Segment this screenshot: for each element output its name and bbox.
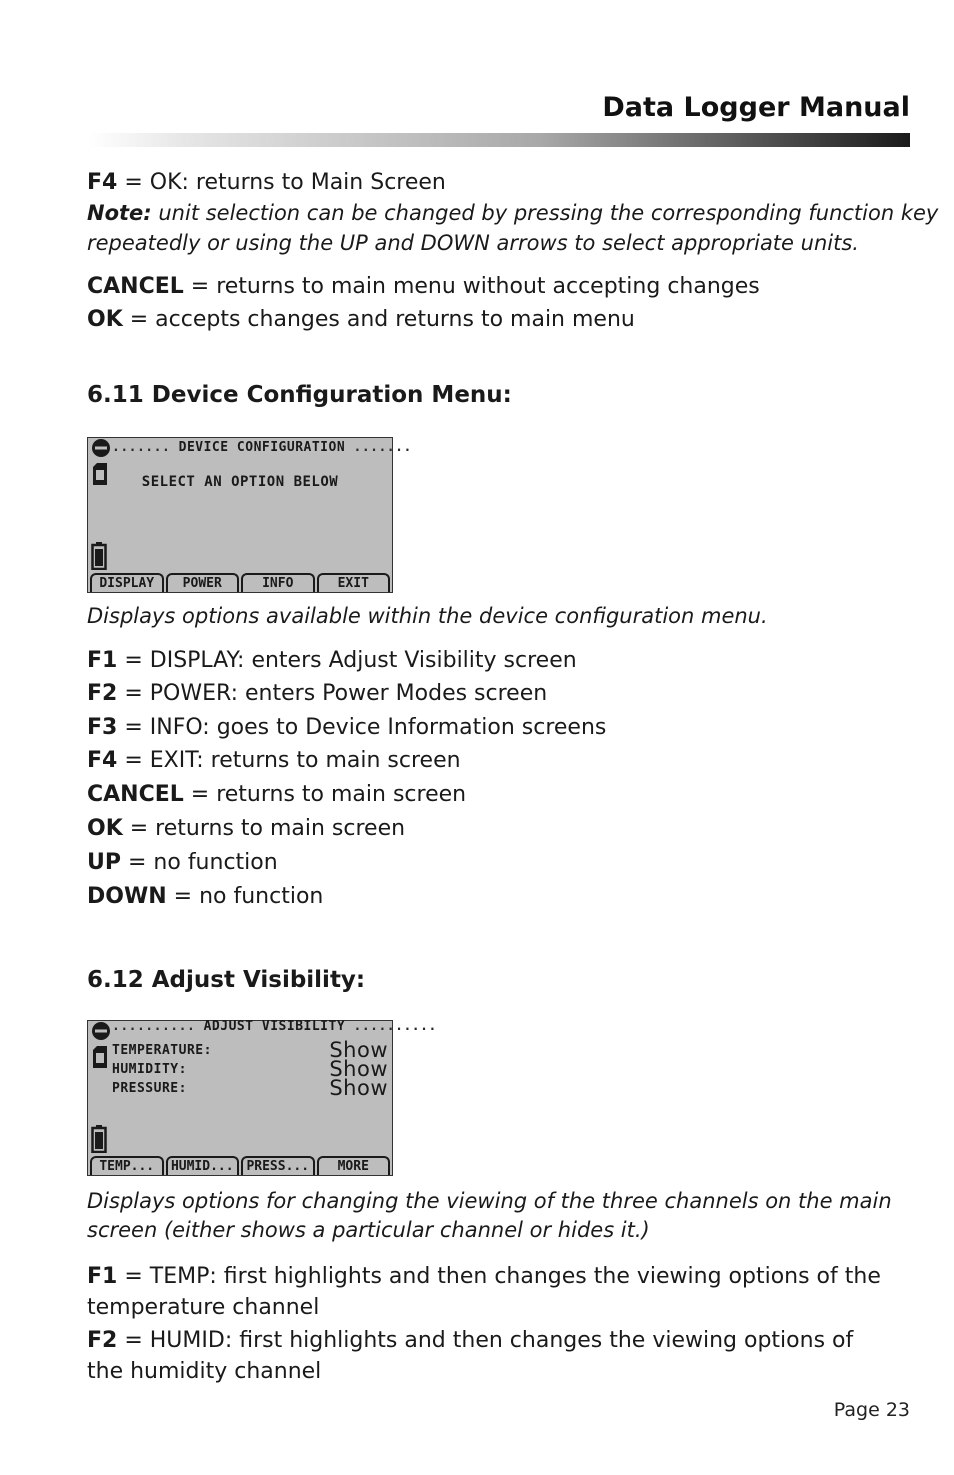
key-item-f2 <box>87 679 547 709</box>
section-heading-device-configuration: 6.11 Device Configuration Menu: <box>87 382 512 408</box>
key-description: = OK: returns to Main Screen <box>117 170 446 195</box>
key-description: = accepts changes and returns to main menu <box>122 307 635 332</box>
key-item-f1 <box>87 646 577 676</box>
lcd-message: SELECT AN OPTION BELOW <box>141 474 339 490</box>
softkey-info[interactable]: INFO <box>241 573 315 592</box>
key-description: = POWER: enters Power Modes screen <box>117 681 548 706</box>
key-label: CANCEL <box>87 782 184 807</box>
softkey-humid[interactable]: HUMID... <box>166 1156 240 1175</box>
key-item-down <box>87 882 323 912</box>
page-header-title: Data Logger Manual <box>602 92 910 123</box>
lcd-device-configuration-screen <box>87 437 412 593</box>
lcd-title: .......... ADJUST VISIBILITY .......... <box>112 1019 437 1034</box>
lcd-softkey-bar <box>88 573 392 592</box>
softkey-temp[interactable]: TEMP... <box>90 1156 164 1175</box>
softkey-exit[interactable]: EXIT <box>317 573 391 592</box>
key-label: F2 <box>87 681 118 706</box>
key-label: DOWN <box>87 884 167 909</box>
lcd-title: ....... DEVICE CONFIGURATION ....... <box>112 440 412 455</box>
intro-ok-line <box>87 305 635 335</box>
row-value: Show <box>329 1076 388 1100</box>
key-label: F3 <box>87 715 118 740</box>
softkey-more[interactable]: MORE <box>317 1156 391 1175</box>
key-label: F1 <box>87 1264 118 1289</box>
key-description: = no function <box>166 884 324 909</box>
key-label: UP <box>87 850 121 875</box>
memory-card-icon <box>91 1045 109 1073</box>
softkey-power[interactable]: POWER <box>166 573 240 592</box>
key-label: F1 <box>87 648 118 673</box>
caption-device-configuration: Displays options available within the device configuration menu. <box>87 604 768 628</box>
lcd-softkey-bar <box>88 1156 392 1175</box>
key-item-cancel <box>87 780 466 810</box>
key-description: = INFO: goes to Device Information screens <box>117 715 607 740</box>
key-description: = DISPLAY: enters Adjust Visibility screen <box>117 648 577 673</box>
lcd-adjust-visibility-screen <box>87 1019 437 1176</box>
key-item-f3 <box>87 713 606 743</box>
key-label: OK <box>87 816 123 841</box>
key-description: = returns to main screen <box>183 782 467 807</box>
key-item-up <box>87 848 278 878</box>
intro-f4-line <box>87 168 446 198</box>
key-description: = no function <box>121 850 278 875</box>
key-label: F4 <box>87 748 118 773</box>
row-label: TEMPERATURE: <box>112 1043 212 1058</box>
key-label: F2 <box>87 1328 118 1353</box>
softkey-press[interactable]: PRESS... <box>241 1156 315 1175</box>
battery-icon <box>91 542 107 574</box>
key-label: OK <box>87 307 123 332</box>
page-number: Page 23 <box>833 1399 910 1421</box>
section-heading-adjust-visibility: 6.12 Adjust Visibility: <box>87 967 366 993</box>
note-label: Note: <box>87 201 152 225</box>
minus-icon <box>91 1021 111 1045</box>
row-value: Show <box>329 1057 388 1081</box>
row-label: HUMIDITY: <box>112 1062 187 1077</box>
key-description: = TEMP: first highlights and then changes the viewing options of the temperature channel <box>87 1264 881 1320</box>
key-description: = returns to main menu without accepting changes <box>183 274 760 299</box>
caption-adjust-visibility-line-1: Displays options for changing the viewing of the three channels on the main <box>87 1189 892 1213</box>
key-item-f2-humid <box>87 1325 887 1387</box>
row-label: PRESSURE: <box>112 1081 187 1096</box>
intro-note-line-1 <box>87 198 938 228</box>
softkey-display[interactable]: DISPLAY <box>90 573 164 592</box>
visibility-row-pressure <box>112 1076 388 1100</box>
key-item-f4 <box>87 746 461 776</box>
key-item-ok <box>87 814 405 844</box>
row-value: Show <box>329 1038 388 1062</box>
caption-adjust-visibility-line-2: screen (either shows a particular channel or hides it.) <box>87 1218 650 1242</box>
battery-icon <box>91 1125 107 1157</box>
minus-icon <box>91 438 111 462</box>
key-item-f1-temp <box>87 1261 887 1323</box>
intro-note-line-2: repeatedly or using the UP and DOWN arrows to select appropriate units. <box>87 231 859 255</box>
note-text: unit selection can be changed by pressing the corresponding function key <box>151 201 939 225</box>
key-description: = HUMID: first highlights and then changes the viewing options of the humidity channel <box>87 1328 854 1384</box>
key-description: = EXIT: returns to main screen <box>117 748 461 773</box>
header-gradient-rule <box>88 133 910 147</box>
key-label: CANCEL <box>87 274 184 299</box>
key-description: = returns to main screen <box>122 816 406 841</box>
intro-cancel-line <box>87 272 760 302</box>
key-label: F4 <box>87 170 118 195</box>
